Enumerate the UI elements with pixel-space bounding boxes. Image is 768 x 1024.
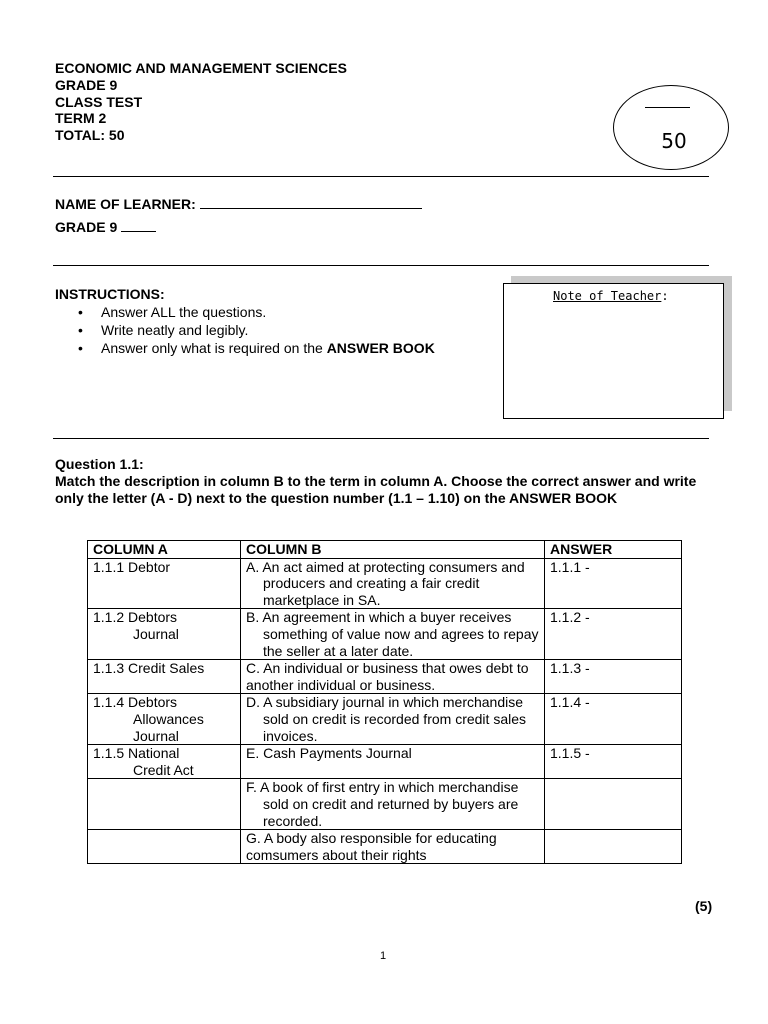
- table-row: [88, 660, 682, 694]
- question-text: Match the description in column B to the term in column A. Choose the correct answer and write only the letter (A - D) next to the question number (1.1 – 1.10) on the ANSWER BOOK: [55, 472, 697, 506]
- column-b-cell: B. An agreement in which a buyer receives something of value now and agrees to repay the seller at a later date.: [241, 609, 545, 660]
- column-a-cell: 1.1.2 Debtors Journal: [88, 609, 241, 660]
- question-block: [55, 456, 715, 506]
- teacher-note-box[interactable]: [503, 283, 724, 419]
- score-circle: [613, 85, 729, 170]
- answer-cell[interactable]: 1.1.2 -: [545, 609, 682, 660]
- table-row: [88, 745, 682, 779]
- column-b-header: COLUMN B: [241, 541, 545, 559]
- column-b-cell: A. An act aimed at protecting consumers and producers and creating a fair credit marketplace in SA.: [241, 558, 545, 609]
- column-a-header: COLUMN A: [88, 541, 241, 559]
- learner-name-field: [55, 195, 422, 212]
- divider: [53, 176, 709, 177]
- table-row: [88, 558, 682, 609]
- table-row: [88, 694, 682, 745]
- instruction-item: [101, 339, 435, 357]
- table-row: [88, 779, 682, 830]
- column-a-cell: [88, 830, 241, 864]
- answer-book-emphasis: ANSWER BOOK: [326, 340, 435, 356]
- question-marks: (5): [695, 898, 713, 914]
- table-row: [88, 609, 682, 660]
- term-title: TERM 2: [55, 110, 107, 127]
- instructions: [55, 285, 435, 357]
- column-b-cell: E. Cash Payments Journal: [241, 745, 545, 779]
- column-a-cell: 1.1.1 Debtor: [88, 558, 241, 609]
- total-marks: TOTAL: 50: [55, 127, 125, 144]
- answer-cell[interactable]: 1.1.4 -: [545, 694, 682, 745]
- column-a-cell: 1.1.3 Credit Sales: [88, 660, 241, 694]
- instruction-item: • Write neatly and legibly.: [101, 321, 435, 339]
- test-header: [55, 60, 347, 144]
- answer-cell[interactable]: 1.1.1 -: [545, 558, 682, 609]
- column-b-cell: G. A body also responsible for educating comsumers about their rights: [241, 830, 545, 864]
- matching-table: [87, 540, 682, 864]
- instructions-list: [55, 303, 435, 357]
- instruction-text: Answer only what is required on the: [101, 340, 323, 356]
- score-blank-line: [645, 107, 690, 108]
- score-total: 50: [661, 129, 687, 153]
- column-a-cell: [88, 779, 241, 830]
- answer-cell[interactable]: [545, 830, 682, 864]
- learner-grade-line[interactable]: [121, 218, 156, 232]
- learner-name-line[interactable]: [200, 195, 422, 209]
- question-title: Question 1.1:: [55, 456, 144, 472]
- learner-name-label: NAME OF LEARNER:: [55, 196, 196, 212]
- answer-cell[interactable]: 1.1.5 -: [545, 745, 682, 779]
- answer-cell[interactable]: [545, 779, 682, 830]
- answer-header: ANSWER: [545, 541, 682, 559]
- column-b-cell: C. An individual or business that owes debt to another individual or business.: [241, 660, 545, 694]
- instruction-item: • Answer ALL the questions.: [101, 303, 435, 321]
- column-a-cell: 1.1.4 Debtors Allowances Journal: [88, 694, 241, 745]
- test-type: CLASS TEST: [55, 93, 143, 110]
- page-number: 1: [380, 950, 387, 962]
- divider: [53, 438, 709, 439]
- column-b-cell: D. A subsidiary journal in which merchandise sold on credit is recorded from credit sales invoices.: [241, 694, 545, 745]
- instructions-title: INSTRUCTIONS:: [55, 286, 165, 302]
- column-b-cell: F. A book of first entry in which merchandise sold on credit and returned by buyers are recorded.: [241, 779, 545, 830]
- learner-grade-field: [55, 218, 156, 235]
- table-header-row: [88, 541, 682, 559]
- grade-title: GRADE 9: [55, 76, 118, 93]
- table-row: [88, 830, 682, 864]
- column-a-cell: 1.1.5 National Credit Act: [88, 745, 241, 779]
- answer-cell[interactable]: 1.1.3 -: [545, 660, 682, 694]
- teacher-note-label: Note of Teacher:: [553, 289, 669, 303]
- subject-title: ECONOMIC AND MANAGEMENT SCIENCES: [55, 60, 347, 76]
- learner-grade-label: GRADE 9: [55, 219, 118, 235]
- divider: [53, 265, 709, 266]
